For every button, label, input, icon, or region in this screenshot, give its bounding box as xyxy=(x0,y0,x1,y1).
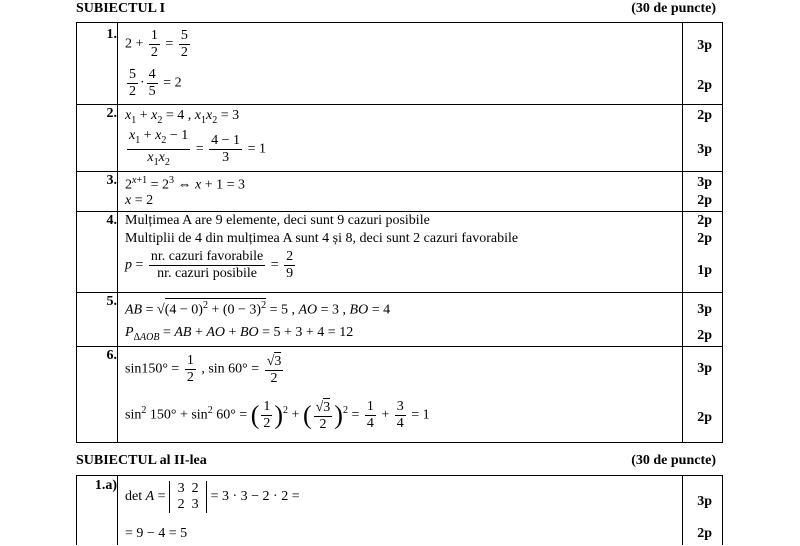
points: 2p xyxy=(697,78,712,93)
formula: x = 2 xyxy=(125,193,154,208)
formula: $x_1 + x_2 = 4$ , $x_1x_2 = 3$ xyxy=(125,108,240,126)
points: 3p xyxy=(697,361,712,376)
points: 2p xyxy=(697,410,712,425)
section-2-title: SUBIECTUL al II-lea xyxy=(76,453,207,468)
points: 3p xyxy=(697,175,712,190)
formula: $P_{\Delta AOB}$ = AB + AO + BO = 5 + 3 + 4 = 12 xyxy=(125,325,354,343)
formula: det A = 3 2 2 3 = 3 · 3 − 2 · 2 = xyxy=(125,481,300,512)
points: 3p xyxy=(697,38,712,53)
points: 2p xyxy=(697,108,712,123)
statement-text: Mulțimea A are 9 elemente, deci sunt 9 cazuri posibile xyxy=(125,213,430,228)
formula: $\frac{5}{2}$ · $\frac{4}{5}$ = 2 xyxy=(129,67,182,99)
formula: $\frac{x_1 + x_2 - 1}{x_1x_2}$ = $\frac{4 - 1}{3}$ = 1 xyxy=(129,128,266,168)
item-number: 1.a) xyxy=(94,478,117,493)
statement-text: Multiplii de 4 din mulțimea A sunt 4 și 8, deci sunt 2 cazuri favorabile xyxy=(125,231,519,246)
formula: 2 + $\frac{1}{2}$ = $\frac{5}{2}$ xyxy=(125,28,188,60)
item-number: 2. xyxy=(106,106,117,121)
section-2-points: (30 de puncte) xyxy=(631,453,716,468)
fraction-denominator: nr. cazuri posibile xyxy=(157,266,258,281)
section-2-header xyxy=(76,452,716,470)
item-number: 3. xyxy=(106,173,117,188)
table-row xyxy=(77,171,722,212)
table-row xyxy=(77,104,722,172)
item-number: 5. xyxy=(106,294,117,309)
table-row xyxy=(77,211,722,293)
table-row xyxy=(77,23,722,105)
item-number: 4. xyxy=(106,213,117,228)
table-row xyxy=(77,346,722,442)
section-1-title: SUBIECTUL I xyxy=(76,1,166,16)
formula: $2^{x+1} = 2^3$ ⇔ x + 1 = 3 xyxy=(125,175,246,193)
item-number: 6. xyxy=(106,348,117,363)
points: 2p xyxy=(697,328,712,343)
formula: AB = $√(4 - 0)^2 + (0 - 3)^2 = 5$ , AO = 3 , BO = 4 xyxy=(125,300,391,318)
section-1-header xyxy=(76,0,716,18)
points: 1p xyxy=(697,263,712,278)
formula: p = $\frac{\text{nr. cazuri favorabile}}{\text{nr. cazuri posibile}}$ = $\frac{2}{9}$ xyxy=(125,249,294,281)
formula: = 9 − 4 = 5 xyxy=(125,526,188,541)
points: 2p xyxy=(697,193,712,208)
section-1-points: (30 de puncte) xyxy=(631,1,716,16)
table-row xyxy=(77,292,722,347)
points: 2p xyxy=(697,213,712,228)
answer-table-2 xyxy=(76,475,723,545)
fraction-numerator: nr. cazuri favorabile xyxy=(150,249,264,264)
formula: $\sin^2 150^\circ + \sin^2 60^\circ$ = ( $\frac{1}{2}$ )$^2$ + ( $\frac{√3}{2}$ )$^2$ = $\frac{1}{4}$ + $\frac{3}{4}$ = 1 xyxy=(125,399,430,432)
table-row xyxy=(77,476,722,546)
answer-table-1 xyxy=(76,22,723,443)
points: 3p xyxy=(697,494,712,509)
item-number: 1. xyxy=(106,27,117,42)
points: 2p xyxy=(697,526,712,541)
points: 3p xyxy=(697,142,712,157)
formula: sin150° = $\frac{1}{2}$ , sin 60° = $\frac{√3}{2}$ xyxy=(125,353,282,386)
points: 3p xyxy=(697,302,712,317)
points: 2p xyxy=(697,231,712,246)
